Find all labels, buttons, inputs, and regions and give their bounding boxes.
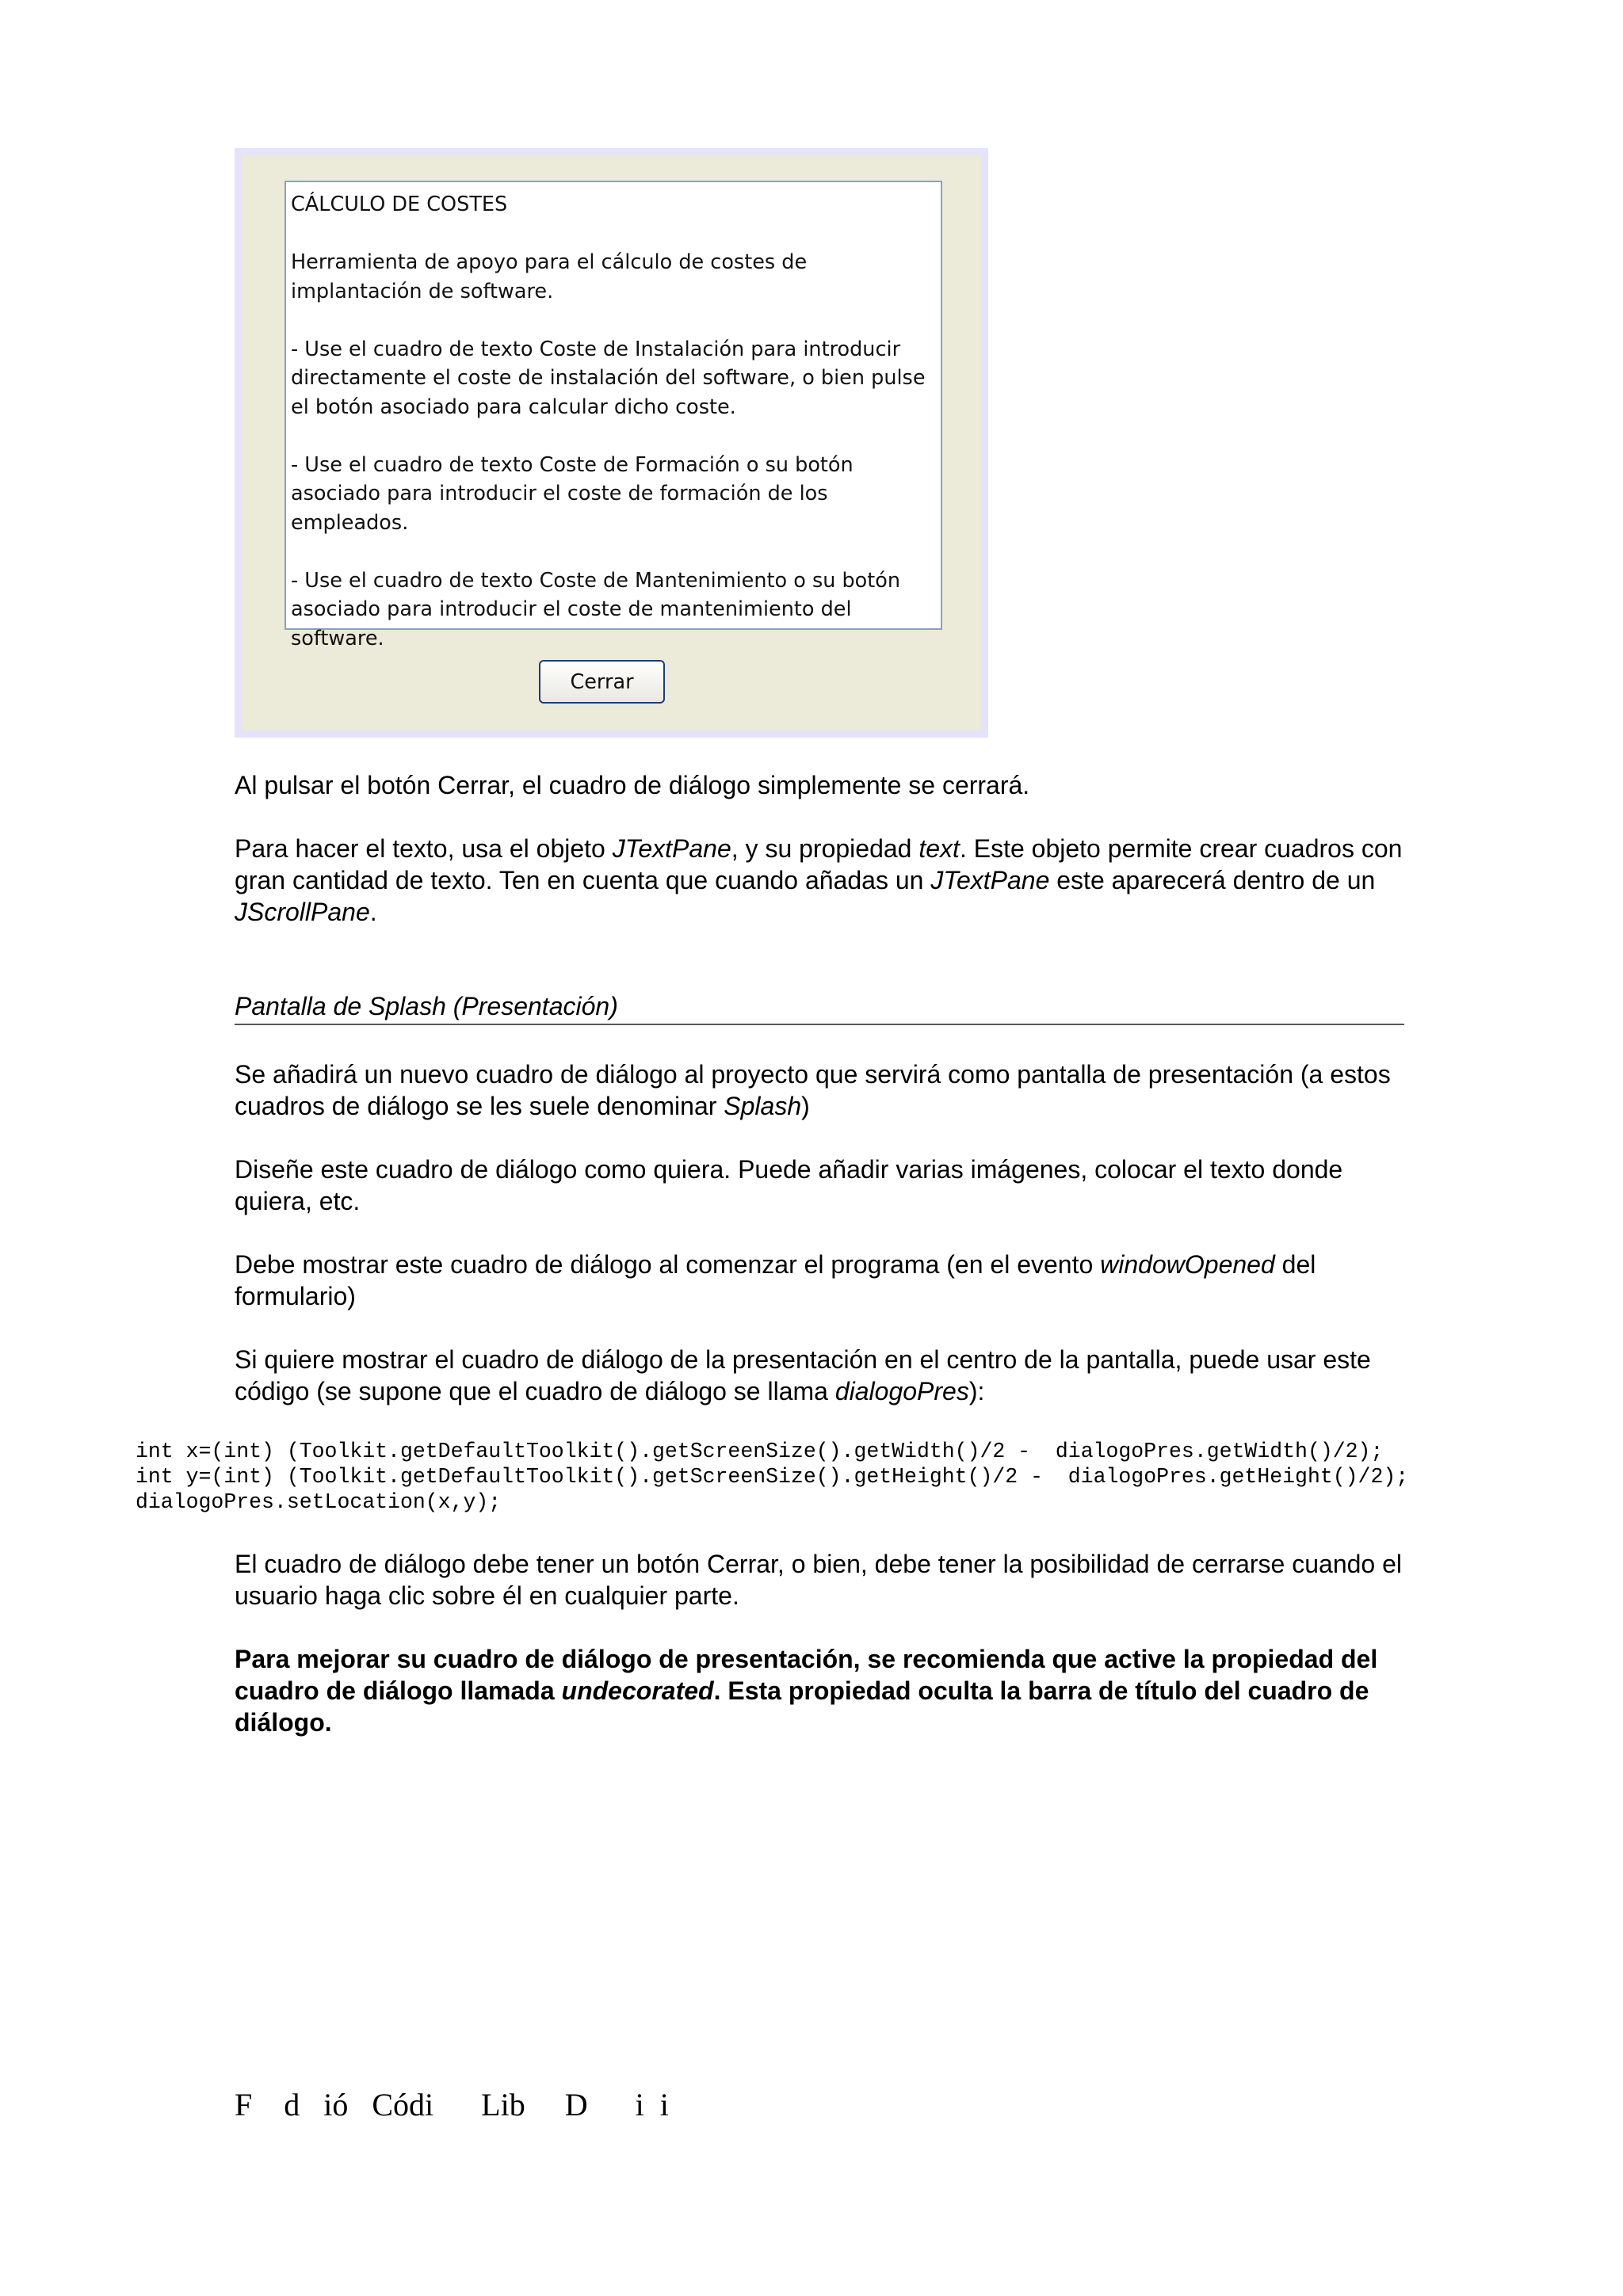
term-text: text (918, 834, 960, 863)
code-block (136, 1439, 1610, 1515)
paragraph-close-info: Al pulsar el botón Cerrar, el cuadro de diálogo simplemente se cerrará. (235, 771, 1030, 799)
term-windowopened: windowOpened (1100, 1250, 1275, 1279)
paragraph-show-event (235, 1249, 1407, 1312)
text-fragment: . (369, 898, 377, 926)
dialog-item-installation: - Use el cuadro de texto Coste de Instalación para introducir directamente el coste de instalación del software, o bien pulse el botón asociado para calcular dicho coste. (291, 337, 926, 419)
text-fragment: Debe mostrar este cuadro de diálogo al comenzar el programa (en el evento (235, 1250, 1101, 1279)
term-jtextpane: JTextPane (930, 866, 1050, 894)
text-fragment: , y su propiedad (731, 834, 919, 863)
text-fragment: del formulario) (235, 1250, 1316, 1310)
dialog-title: CÁLCULO DE COSTES (291, 193, 508, 216)
paragraph-close-requirement: El cuadro de diálogo debe tener un botón Cerrar, o bien, debe tener la posibilidad de cerrarse cuando el usuario haga clic sobre él en cualquier parte. (235, 1550, 1402, 1610)
dialog-intro: Herramienta de apoyo para el cálculo de costes de implantación de software. (291, 250, 808, 303)
text-fragment: ): (968, 1377, 985, 1405)
term-undecorated: undecorated (561, 1676, 714, 1705)
text-fragment: este aparecerá dentro de un (1049, 866, 1376, 894)
section-heading-splash: Pantalla de Splash (Presentación) (235, 990, 1404, 1025)
text-fragment: . Esta propiedad oculta la barra de título del cuadro de diálogo. (235, 1676, 1369, 1737)
text-fragment: Se añadirá un nuevo cuadro de diálogo al proyecto que servirá como pantalla de presentación (a estos cuadros de diálogo se les suele denominar (235, 1060, 1391, 1120)
text-fragment: Para mejorar su cuadro de diálogo de presentación, se recomienda que active la propiedad del cuadro de diálogo llamada (235, 1645, 1378, 1705)
paragraph-undecorated-tip (235, 1643, 1407, 1738)
code-line: int y=(int) (Toolkit.getDefaultToolkit().getScreenSize().getHeight()/2 - dialogoPres.getHeight()/2); (136, 1465, 1409, 1489)
code-line: dialogoPres.setLocation(x,y); (136, 1490, 502, 1514)
term-jscrollpane: JScrollPane (235, 898, 370, 926)
paragraph-textpane-info (235, 833, 1407, 928)
text-fragment: Para hacer el texto, usa el objeto (235, 834, 613, 863)
text-fragment: Si quiere mostrar el cuadro de diálogo de la presentación en el centro de la pantalla, puede usar este código (se supone que el cuadro de diálogo se llama (235, 1345, 1371, 1405)
dialog-text-pane[interactable] (285, 181, 942, 650)
dialog-item-training: - Use el cuadro de texto Coste de Formación o su botón asociado para introducir el coste de formación de los empleados. (291, 452, 854, 535)
term-splash: Splash (724, 1092, 802, 1120)
term-dialogopres: dialogoPres (834, 1377, 969, 1405)
page-footer: F d ió Códi Lib D i i (235, 2087, 669, 2122)
text-fragment: . Este objeto permite crear cuadros con gran cantidad de texto. Ten en cuenta que cuando añadas un (235, 834, 1403, 894)
paragraph-center-screen (235, 1344, 1407, 1407)
code-line: int x=(int) (Toolkit.getDefaultToolkit().getScreenSize().getWidth()/2 - dialogoPres.getWidth()/2); (136, 1440, 1384, 1463)
paragraph-splash-intro (235, 1058, 1407, 1122)
close-button[interactable]: Cerrar (539, 660, 665, 704)
text-fragment: ) (801, 1092, 810, 1120)
term-jtextpane: JTextPane (612, 834, 731, 863)
dialog-item-maintenance: - Use el cuadro de texto Coste de Mantenimiento o su botón asociado para introducir el coste de mantenimiento del software. (291, 568, 901, 650)
dialog-screenshot (235, 148, 988, 738)
about-dialog (242, 155, 981, 730)
paragraph-design: Diseñe este cuadro de diálogo como quiera. Puede añadir varias imágenes, colocar el texto donde quiera, etc. (235, 1155, 1343, 1215)
